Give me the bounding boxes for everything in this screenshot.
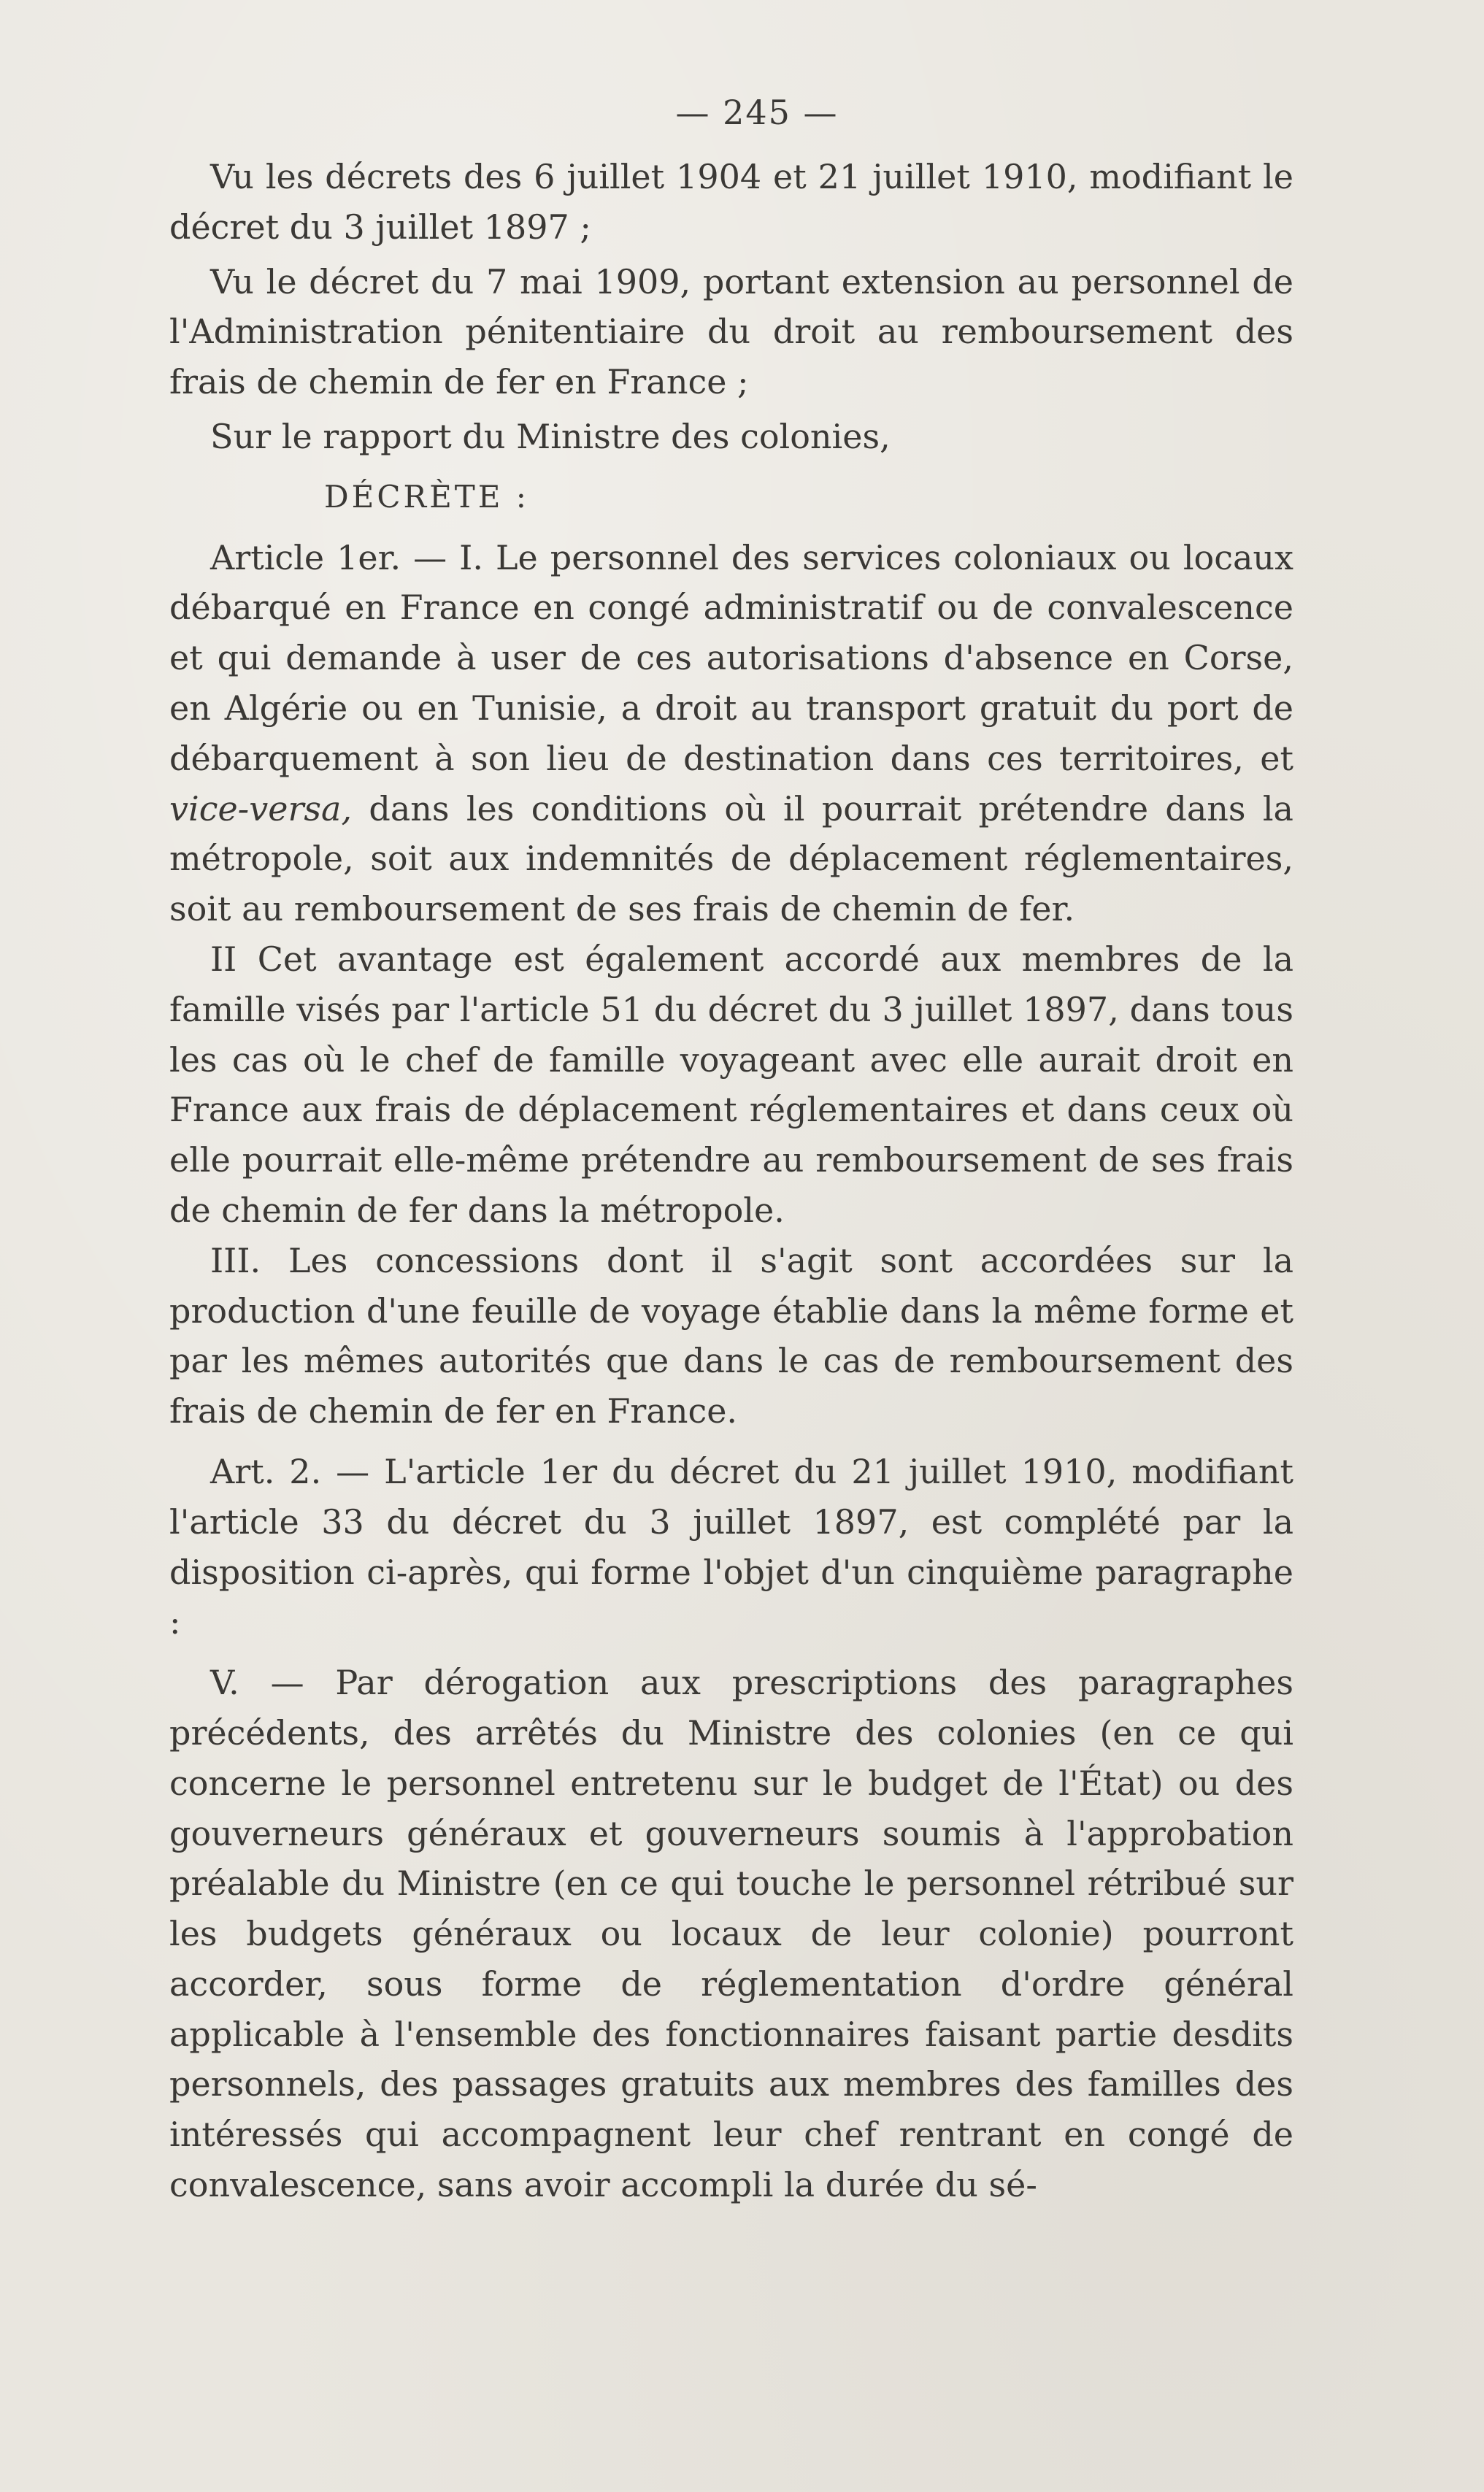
paragraph-article-1 [169,533,1293,934]
article-1-text-end: dans les conditions où il pourrait prétendre dans la métropole, soit aux indemnités de déplacement réglementaires, soit au remboursement de ses frais de chemin de fer. [169,788,1293,929]
paragraph-vu-decret-1909: Vu le décret du 7 mai 1909, portant extension au personnel de l'Administration pénitentiaire du droit au remboursement des frais de chemin de fer en France ; [169,261,1293,402]
paragraph-vu-decrets-1904-1910: Vu les décrets des 6 juillet 1904 et 21 juillet 1910, modifiant le décret du 3 juillet 1897 ; [169,157,1293,247]
article-1-text-start: Article 1er. — I. Le personnel des services coloniaux ou locaux débarqué en France en congé administratif ou de convalescence et qui demande à user de ces autorisations d'absence en Corse, en Algérie ou en Tunisie, a droit au transport gratuit du port de débarquement à son lieu de destination dans ces territoires, et [169,537,1293,778]
paragraph-section-II: II Cet avantage est également accordé aux membres de la famille visés par l'article 51 du décret du 3 juillet 1897, dans tous les cas où le chef de famille voyageant avec elle aurait droit en France aux frais de déplacement réglementaires et dans ceux où elle pourrait elle-même prétendre au remboursement de ses frais de chemin de fer dans la métropole. [169,939,1293,1230]
heading-decrete: DÉCRÈTE : [324,478,529,515]
page-content [169,88,1293,2210]
paragraph-article-2: Art. 2. — L'article 1er du décret du 21 juillet 1910, modifiant l'article 33 du décret du 3 juillet 1897, est complété par la disposition ci-après, qui forme l'objet d'un cinquième paragraphe : [169,1451,1293,1642]
paragraph-section-III: III. Les concessions dont il s'agit sont accordées sur la production d'une feuille de voyage établie dans la même forme et par les mêmes autorités que dans le cas de remboursement des frais de chemin de fer en France. [169,1240,1293,1431]
paragraph-section-V: V. — Par dérogation aux prescriptions des paragraphes précédents, des arrêtés du Ministre des colonies (en ce qui concerne le personnel entretenu sur le budget de l'État) ou des gouverneurs généraux et gouverneurs soumis à l'approbation préalable du Ministre (en ce qui touche le personnel rétribué sur les budgets généraux ou locaux de leur colonie) pourront accorder, sous forme de réglementation d'ordre général applicable à l'ensemble des fonctionnaires faisant partie desdits personnels, des passages gratuits aux membres des familles des intéressés qui accompagnent leur chef rentrant en congé de convalescence, sans avoir accompli la durée du sé- [169,1663,1293,2205]
paragraph-sur-le-rapport: Sur le rapport du Ministre des colonies, [210,416,891,456]
article-1-vice-versa: vice-versa, [169,788,353,828]
page-number: — 245 — [675,93,839,132]
